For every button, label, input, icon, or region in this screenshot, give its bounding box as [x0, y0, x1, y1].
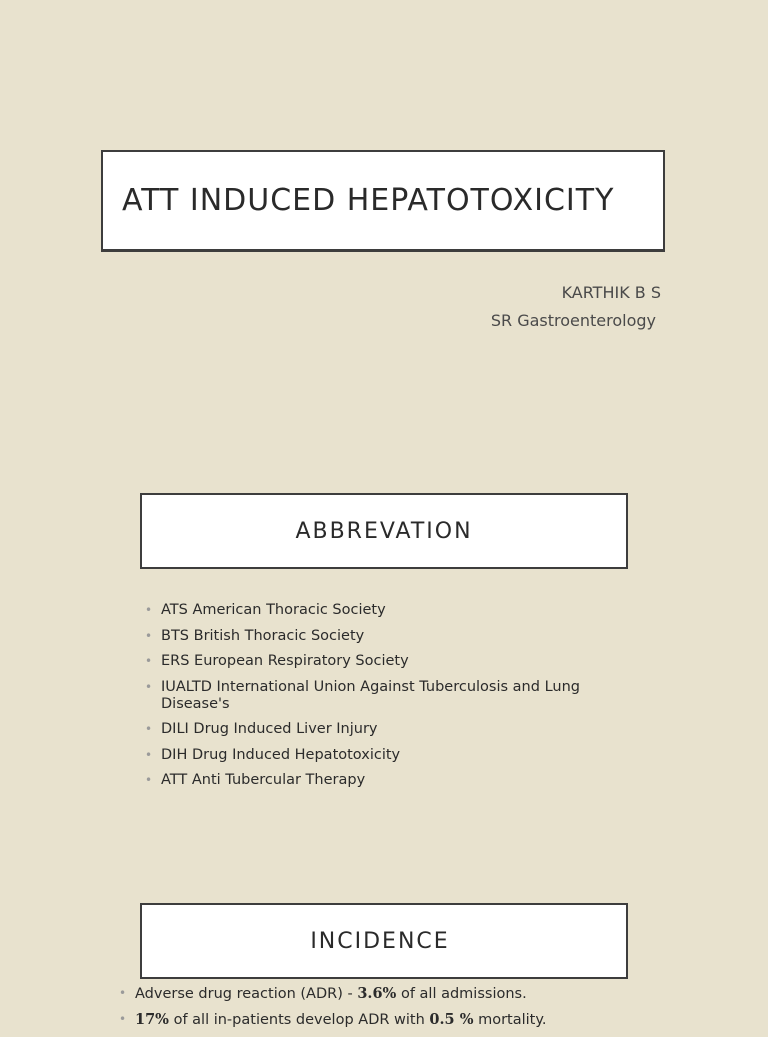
title-box	[101, 150, 665, 252]
bullet-dot-icon: •	[145, 628, 153, 643]
list-item	[145, 747, 595, 764]
list-item	[145, 628, 595, 645]
list-item	[119, 1011, 719, 1029]
abbreviation-title-box	[140, 493, 628, 569]
bullet-dot-icon: •	[145, 603, 153, 617]
list-item	[145, 772, 595, 789]
bullet-dot-icon: •	[119, 1012, 127, 1026]
bullet-dot-icon: •	[145, 747, 153, 762]
abbreviation-title: ABBREVATION	[295, 518, 473, 544]
abbreviation-list	[145, 602, 595, 798]
list-item	[145, 602, 595, 619]
list-item-text: DILI Drug Induced Liver Injury	[161, 721, 378, 737]
incidence-title: INCIDENCE	[310, 928, 450, 954]
incidence-title-box	[140, 903, 628, 979]
list-item	[119, 985, 719, 1003]
incidence-list	[119, 985, 719, 1037]
bullet-dot-icon: •	[145, 679, 153, 694]
list-item-text: BTS British Thoracic Society	[161, 627, 365, 644]
list-item	[145, 721, 595, 738]
list-item-text: IUALTD International Union Against Tuberculosis and Lung Disease's	[161, 678, 580, 712]
incidence-text-post: mortality.	[473, 1012, 547, 1028]
presentation-title: ATT INDUCED HEPATOTOXICITY	[122, 183, 615, 218]
incidence-text-post: of all admissions.	[396, 986, 527, 1002]
incidence-text-mid: of all in-patients develop ADR with	[168, 1012, 430, 1028]
list-item	[145, 679, 595, 713]
author-department: SR Gastroenterology	[490, 311, 656, 330]
bullet-dot-icon: •	[145, 722, 153, 736]
list-item-text: DIH Drug Induced Hepatotoxicity	[161, 746, 401, 763]
list-item-text: ATS American Thoracic Society	[161, 602, 386, 618]
bullet-dot-icon: •	[119, 986, 127, 1000]
incidence-value: 3.6%	[357, 985, 397, 1002]
list-item-text: ERS European Respiratory Society	[161, 653, 409, 669]
incidence-value: 17%	[135, 1011, 169, 1028]
bullet-dot-icon: •	[145, 773, 153, 787]
author-name: KARTHIK B S	[561, 283, 661, 302]
incidence-text-pre: Adverse drug reaction (ADR) -	[135, 986, 358, 1002]
list-item	[145, 653, 595, 670]
bullet-dot-icon: •	[145, 654, 153, 668]
list-item-text: ATT Anti Tubercular Therapy	[161, 772, 366, 788]
mortality-value: 0.5 %	[429, 1011, 474, 1028]
